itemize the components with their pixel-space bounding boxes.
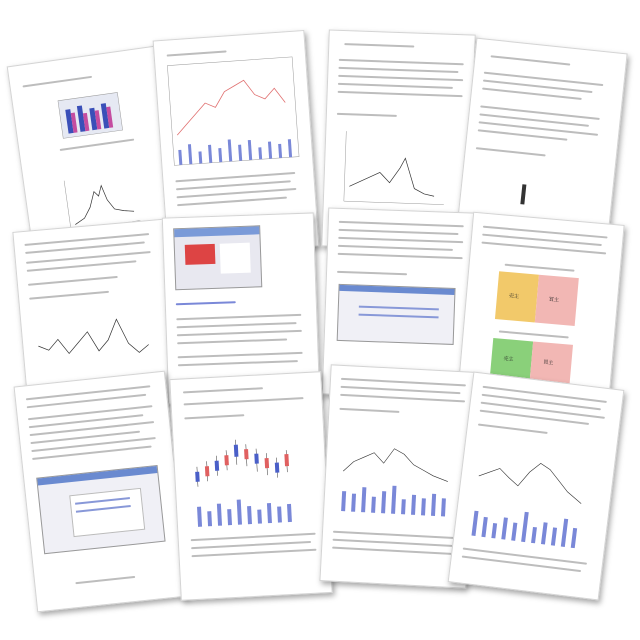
document-page-9 [14,371,189,613]
document-page-12 [448,372,625,601]
box-label: 売主 [503,355,514,363]
box-label: 買主 [543,359,554,367]
screenshot-figure [337,284,456,345]
line-chart-figure [36,307,151,376]
screenshot-figure [173,225,262,290]
box-diagram [495,271,579,326]
screenshot-figure [36,465,165,554]
box-label: 買主 [548,296,560,304]
box-label: 売主 [508,293,520,301]
candlestick-chart-figure [185,421,315,527]
candlestick-chart-figure [167,57,299,165]
candlestick-chart-figure [467,436,598,550]
document-page-10 [169,371,332,601]
bar-chart-figure [58,92,123,138]
small-chart-figure [510,178,543,211]
line-chart-figure [344,131,446,204]
candlestick-chart-figure [336,421,461,517]
